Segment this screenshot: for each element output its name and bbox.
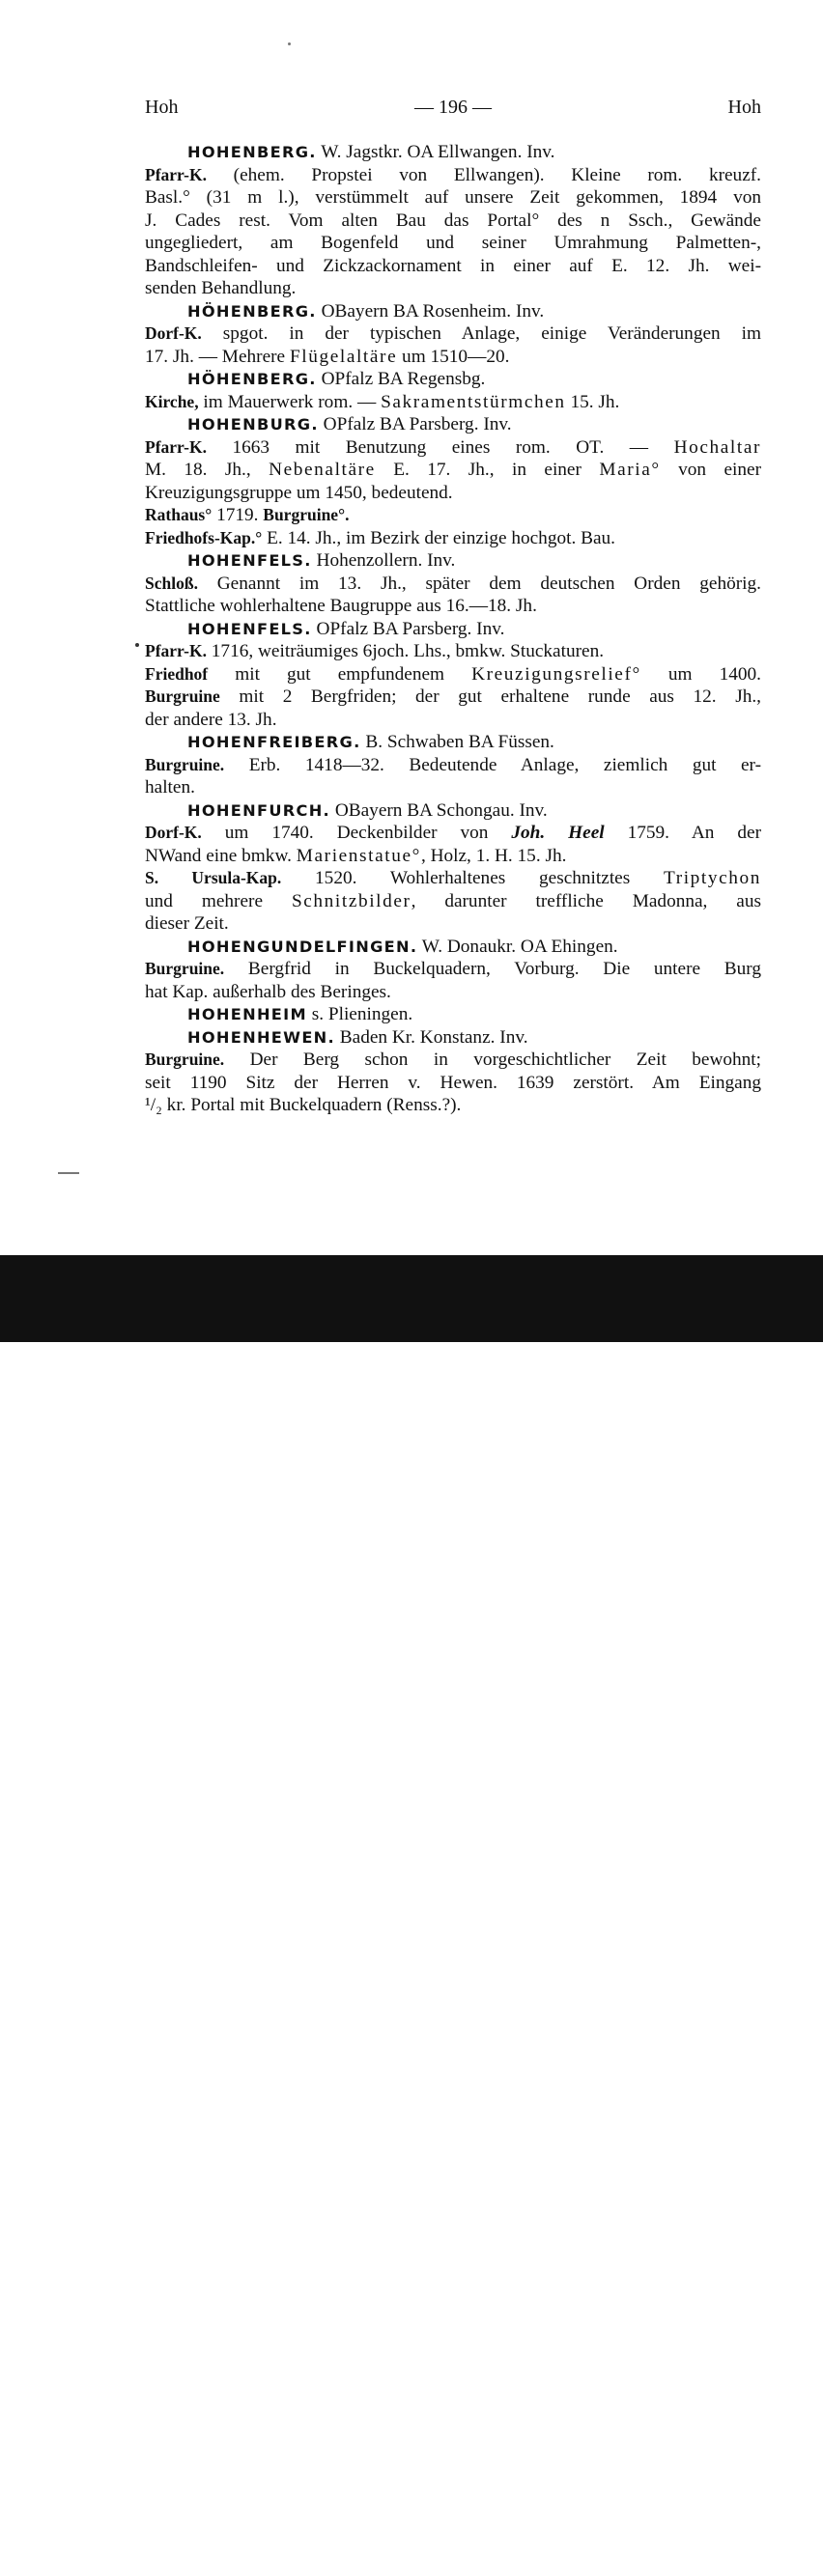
- speck-bullet: [135, 643, 139, 647]
- text-line: [145, 527, 761, 550]
- text-segment: seit 1190 Sitz der Herren v. Hewen. 1639 zerstört. Am Eingang: [145, 1072, 761, 1093]
- book-page: [0, 0, 823, 1255]
- text-segment: OPfalz BA Regensbg.: [316, 369, 486, 389]
- text-segment: Genannt im 13. Jh., später dem deutschen Orden gehörig.: [197, 573, 761, 594]
- place-name: HOHENFURCH.: [187, 800, 331, 820]
- text-segment: Nebenaltäre: [269, 460, 376, 480]
- entry-heading-line: [145, 799, 761, 823]
- text-segment: Bergfrid in Buckelquadern, Vorburg. Die untere Burg: [224, 959, 761, 979]
- text-segment: Joh. Heel: [511, 823, 605, 843]
- text-segment: hat Kap. außerhalb des Beringes.: [145, 981, 391, 1002]
- text-line: [145, 1049, 761, 1072]
- text-segment: Marienstatue°: [296, 845, 421, 866]
- text-segment: Schnitzbilder: [291, 890, 412, 911]
- building-keyword: Friedhofs-Kap.°: [145, 527, 263, 547]
- text-line: [145, 709, 761, 732]
- text-segment: OBayern BA Rosenheim. Inv.: [316, 300, 545, 322]
- building-keyword: Rathaus°: [145, 505, 213, 524]
- text-segment: Triptychon: [664, 868, 761, 888]
- building-keyword: Dorf-K.: [145, 323, 202, 343]
- text-line: [145, 164, 761, 187]
- building-keyword: Friedhof: [145, 663, 209, 684]
- watermark-bar: [0, 1255, 823, 2576]
- text-segment: W. Donaukr. OA Ehingen.: [417, 936, 618, 957]
- text-segment: Stattliche wohlerhaltene Baugruppe aus 16.—18. Jh.: [145, 596, 537, 616]
- place-name: HOHENGUNDELFINGEN.: [187, 937, 418, 956]
- alamy-logo: alamy: [17, 2522, 170, 2576]
- place-name: HOHENFELS.: [187, 551, 312, 570]
- building-keyword: Schloß.: [145, 573, 198, 593]
- text-line: [145, 867, 761, 890]
- text-segment: im Mauerwerk rom. —: [198, 391, 382, 412]
- text-segment: Kreuzigungsgruppe um 1450, bedeutend.: [145, 482, 453, 503]
- building-keyword: Pfarr-K.: [145, 641, 207, 660]
- text-segment: von einer: [660, 460, 761, 480]
- entry-heading-line: [145, 413, 761, 436]
- building-keyword: Burgruine.: [145, 959, 225, 978]
- text-segment: 1716, weiträumiges 6joch. Lhs., bmkw. Stuckaturen.: [206, 641, 605, 661]
- building-keyword: Kirche,: [145, 391, 199, 411]
- text-line: [145, 210, 761, 233]
- text-segment: OPfalz BA Parsberg. Inv.: [311, 618, 505, 639]
- text-line: [145, 232, 761, 255]
- text-segment: um 1400.: [640, 663, 761, 685]
- text-line: [145, 1072, 761, 1095]
- text-line: [145, 1094, 761, 1117]
- text-line: [145, 958, 761, 981]
- text-segment: s. Plieningen.: [306, 1004, 413, 1024]
- place-name: HOHENBURG.: [187, 415, 319, 434]
- building-keyword: Burgruine°.: [263, 505, 350, 524]
- building-keyword: Dorf-K.: [145, 823, 202, 842]
- text-line: [145, 255, 761, 278]
- text-line: [145, 277, 761, 300]
- building-keyword: Pfarr-K.: [145, 436, 207, 457]
- text-segment: Hohenzollern. Inv.: [311, 550, 456, 571]
- building-keyword: Pfarr-K.: [145, 164, 207, 184]
- text-line: [145, 459, 761, 482]
- entry-heading-line: [145, 141, 761, 164]
- text-segment: ungegliedert, am Bogenfeld und seiner Umrahmung Palmetten-,: [145, 233, 761, 253]
- text-line: [145, 186, 761, 210]
- text-segment: OPfalz BA Parsberg. Inv.: [318, 414, 512, 434]
- text-line: [145, 346, 761, 369]
- text-segment: dieser Zeit.: [145, 913, 229, 934]
- text-segment: und mehrere: [145, 890, 292, 911]
- text-line: [145, 573, 761, 596]
- text-line: [145, 890, 761, 913]
- text-segment: 1520. Wohlerhaltenes geschnitztes: [281, 868, 664, 888]
- image-id: Image ID: P8WTA7: [618, 2541, 767, 2561]
- text-line: [145, 595, 761, 618]
- entry-heading-line: [145, 1003, 761, 1026]
- text-segment: 15. Jh.: [565, 391, 620, 412]
- place-name: HOHENFREIBERG.: [187, 733, 361, 751]
- header-left: Hoh: [145, 97, 179, 118]
- text-line: [145, 776, 761, 799]
- text-segment: Der Berg schon in vorgeschichtlicher Zeit bewohnt;: [224, 1050, 761, 1070]
- text-segment: B. Schwaben BA Füssen.: [360, 732, 554, 752]
- text-segment: Maria°: [599, 460, 661, 480]
- building-keyword: S. Ursula-Kap.: [145, 868, 282, 887]
- text-segment: Bandschleifen- und Zickzackornament in einer auf E. 12. Jh. wei-: [145, 255, 761, 276]
- text-segment: 1663 mit Benutzung eines rom. OT. —: [206, 436, 674, 458]
- running-header: [145, 97, 761, 126]
- text-segment: Hochaltar: [673, 436, 761, 458]
- text-segment: NWand eine bmkw.: [145, 845, 297, 866]
- text-segment: W. Jagstkr. OA Ellwangen. Inv.: [316, 142, 555, 162]
- place-name: HOHENFELS.: [187, 619, 312, 638]
- place-name: HÖHENBERG.: [187, 301, 317, 321]
- text-segment: , Holz, 1. H. 15. Jh.: [420, 845, 567, 866]
- building-keyword: Burgruine.: [145, 754, 225, 774]
- text-segment: E. 17. Jh., in einer: [375, 460, 600, 480]
- text-line: [145, 686, 761, 709]
- entry-heading-line: [145, 618, 761, 641]
- entry-heading-line: [145, 300, 761, 323]
- text-line: [145, 504, 761, 527]
- page-body: [145, 141, 761, 1117]
- entry-heading-line: [145, 368, 761, 391]
- text-segment: spgot. in der typischen Anlage, einige Veränderungen im: [201, 323, 761, 344]
- text-segment: ¹/₂ kr. Portal mit Buckelquadern (Renss.?).: [145, 1095, 462, 1115]
- place-name: HOHENBERG.: [187, 143, 317, 161]
- building-keyword: Burgruine: [145, 686, 220, 706]
- text-line: [145, 436, 761, 460]
- entry-heading-line: [145, 936, 761, 959]
- text-segment: (ehem. Propstei von Ellwangen). Kleine rom. kreuzf.: [206, 164, 761, 185]
- text-line: [145, 640, 761, 663]
- place-name: HÖHENBERG.: [187, 370, 317, 388]
- entry-heading-line: [145, 1026, 761, 1050]
- text-segment: 1759. An der: [604, 823, 761, 843]
- entry-heading-line: [145, 731, 761, 754]
- building-keyword: Burgruine.: [145, 1050, 225, 1069]
- text-line: [145, 912, 761, 936]
- text-line: [145, 981, 761, 1004]
- text-line: [145, 822, 761, 845]
- text-segment: Baden Kr. Konstanz. Inv.: [334, 1026, 528, 1048]
- text-line: [145, 391, 761, 414]
- text-segment: Erb. 1418—32. Bedeutende Anlage, ziemlich gut er-: [224, 754, 761, 775]
- text-segment: J. Cades rest. Vom alten Bau das Portal° des n Ssch., Gewände: [145, 210, 761, 231]
- text-segment: Basl.° (31 m l.), verstümmelt auf unsere Zeit gekommen, 1894 von: [145, 187, 761, 208]
- text-segment: Kreuzigungsrelief°: [471, 663, 641, 685]
- text-line: [145, 754, 761, 777]
- text-segment: mit gut empfundenem: [208, 663, 472, 685]
- text-segment: 1719.: [212, 505, 264, 525]
- entry-heading-line: [145, 549, 761, 573]
- text-segment: , darunter treffliche Madonna, aus: [411, 890, 761, 911]
- text-segment: Flügelaltäre: [289, 346, 398, 367]
- text-segment: senden Behandlung.: [145, 278, 297, 298]
- text-segment: E. 14. Jh., im Bezirk der einzige hochgot. Bau.: [262, 527, 615, 548]
- text-segment: um 1740. Deckenbilder von: [201, 823, 512, 843]
- text-segment: mit 2 Bergfriden; der gut erhaltene runde aus 12. Jh.,: [219, 686, 761, 707]
- margin-dash: [58, 1172, 79, 1174]
- text-segment: OBayern BA Schongau. Inv.: [330, 799, 548, 821]
- text-segment: M. 18. Jh.,: [145, 460, 270, 480]
- text-segment: um 1510—20.: [397, 346, 510, 367]
- text-line: [145, 322, 761, 346]
- header-right: Hoh: [727, 97, 761, 118]
- text-line: [145, 663, 761, 686]
- speck: [288, 42, 291, 45]
- text-segment: halten.: [145, 777, 195, 798]
- text-segment: 17. Jh. — Mehrere: [145, 346, 290, 367]
- text-line: [145, 482, 761, 505]
- text-segment: Sakramentstürmchen: [381, 391, 566, 412]
- place-name: HOHENHEIM: [187, 1005, 307, 1023]
- text-segment: der andere 13. Jh.: [145, 709, 277, 730]
- page-number: — 196 —: [414, 97, 492, 118]
- text-line: [145, 845, 761, 868]
- place-name: HOHENHEWEN.: [187, 1027, 335, 1047]
